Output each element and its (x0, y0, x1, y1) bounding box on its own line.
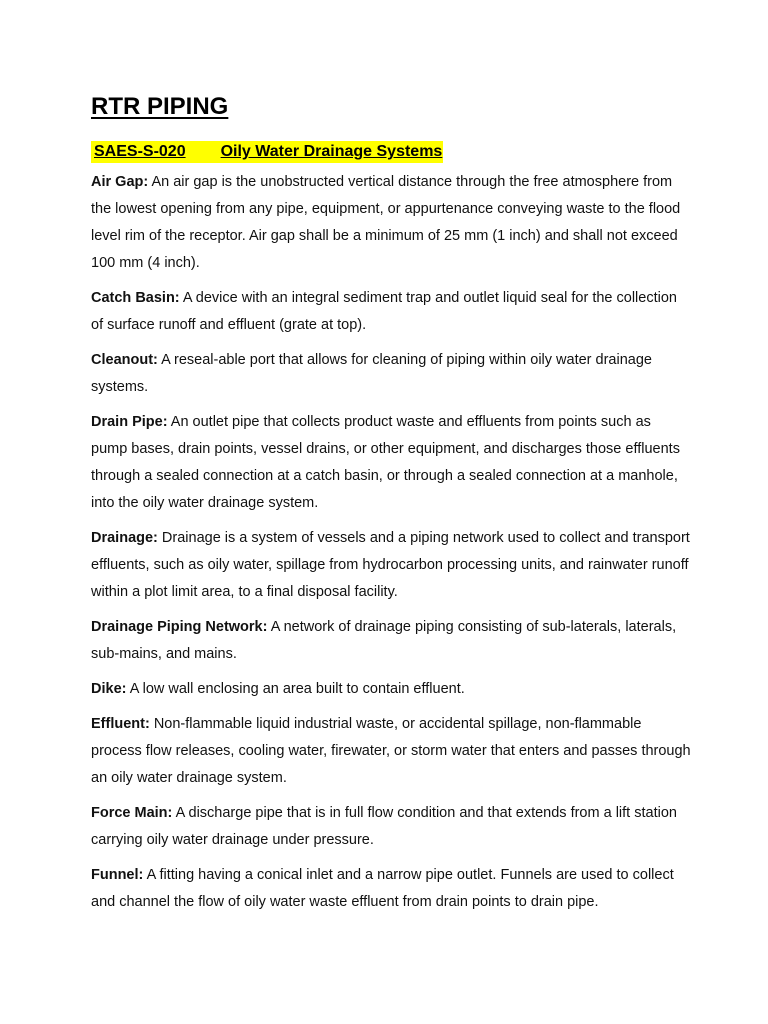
definition-text: An air gap is the unobstructed vertical distance through the free atmosphere from the lowest opening from any pipe, equipment, or appurtenance conveying waste to the flood level rim of the receptor. Air gap shall be a minimum of 25 mm (1 inch) and shall not exceed 100 mm (4 inch). (91, 174, 681, 271)
section-title: Oily Water Drainage Systems (220, 143, 443, 160)
definition-text: A device with an integral sediment trap and outlet liquid seal for the collection of surface runoff and effluent (grate at top). (91, 290, 677, 333)
section-code: SAES-S-020 (94, 143, 186, 160)
definition-term: Cleanout: (91, 352, 158, 368)
definition-text: An outlet pipe that collects product waste and effluents from points such as pump bases, drain points, vessel drains, or other equipment, and discharges those effluents through a sealed connection at a catch basin, or through a sealed connection at a manhole, into the oily water drainage system. (91, 414, 680, 511)
definition-term: Dike: (91, 681, 127, 697)
definition-item (91, 676, 691, 703)
definition-text: A fitting having a conical inlet and a narrow pipe outlet. Funnels are used to collect and channel the flow of oily water waste effluent from drain points to drain pipe. (91, 867, 674, 910)
section-heading (91, 141, 443, 163)
definition-term: Drainage: (91, 530, 158, 546)
definition-item (91, 862, 691, 916)
definition-term: Drainage Piping Network: (91, 619, 268, 635)
definition-item (91, 614, 691, 668)
definition-term: Effluent: (91, 716, 150, 732)
document-page (91, 90, 691, 924)
definition-text: A discharge pipe that is in full flow condition and that extends from a lift station carrying oily water drainage under pressure. (91, 805, 677, 848)
definition-text: A reseal-able port that allows for cleaning of piping within oily water drainage systems. (91, 352, 652, 395)
definition-item (91, 347, 691, 401)
definition-item (91, 800, 691, 854)
definition-item (91, 285, 691, 339)
definition-term: Catch Basin: (91, 290, 180, 306)
definition-text: Non-flammable liquid industrial waste, or accidental spillage, non-flammable process flow releases, cooling water, firewater, or storm water that enters and passes through an oily water drainage system. (91, 716, 691, 786)
definition-text: Drainage is a system of vessels and a piping network used to collect and transport effluents, such as oily water, spillage from hydrocarbon processing units, and rainwater runoff within a plot limit area, to a final disposal facility. (91, 530, 690, 600)
definition-item (91, 711, 691, 792)
definition-item (91, 169, 691, 277)
definition-term: Funnel: (91, 867, 144, 883)
definition-item (91, 525, 691, 606)
definitions-list (91, 169, 691, 916)
document-title: RTR PIPING (91, 93, 229, 120)
definition-text: A network of drainage piping consisting of sub-laterals, laterals, sub-mains, and mains. (91, 619, 677, 662)
definition-term: Force Main: (91, 805, 173, 821)
definition-text: A low wall enclosing an area built to contain effluent. (129, 681, 465, 697)
definition-term: Air Gap: (91, 174, 149, 190)
definition-term: Drain Pipe: (91, 414, 168, 430)
definition-item (91, 409, 691, 517)
